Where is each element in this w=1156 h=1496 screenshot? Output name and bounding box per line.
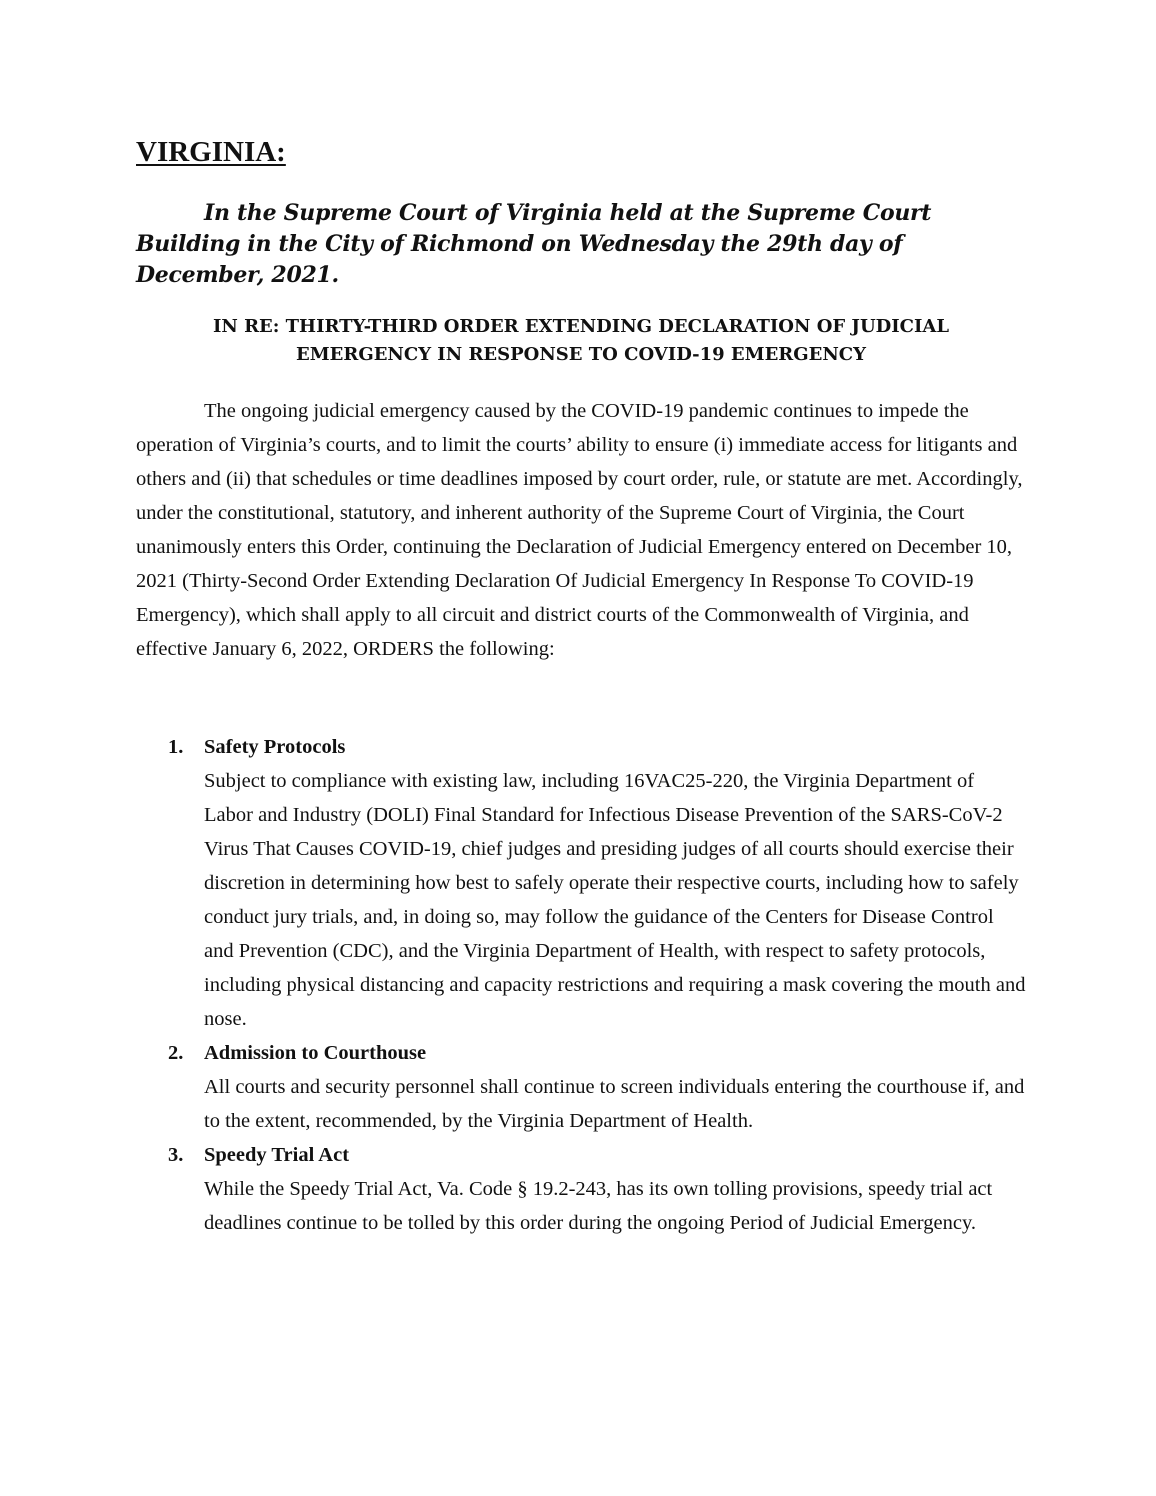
- order-caption: [136, 313, 1026, 369]
- order-body: All courts and security personnel shall continue to screen individuals entering the courthouse if, and to the extent, recommended, by the Virginia Department of Health.: [204, 1076, 1025, 1132]
- caption-line-1: IN RE: THIRTY-THIRD ORDER EXTENDING DECLARATION OF JUDICIAL: [212, 316, 950, 337]
- order-heading: Admission to Courthouse: [204, 1042, 427, 1064]
- order-heading: Safety Protocols: [204, 736, 346, 758]
- order-body: Subject to compliance with existing law, including 16VAC25-220, the Virginia Department of Labor and Industry (DOLI) Final Standard for Infectious Disease Prevention of the SARS-CoV-2 Virus That Causes COVID-19, chief judges and presiding judges of all courts should exercise their discretion in determining how best to safely operate their respective courts, including how to safely conduct jury trials, and, in doing so, may follow the guidance of the Centers for Disease Control and Prevention (CDC), and the Virginia Department of Health, with respect to safety protocols, including physical distancing and capacity restrictions and requiring a mask covering the mouth and nose.: [204, 770, 1026, 1030]
- order-number: 3.: [168, 1144, 184, 1166]
- order-number: 2.: [168, 1042, 184, 1064]
- order-item-speedy-trial-act: [136, 1138, 1026, 1240]
- order-item-admission-to-courthouse: [136, 1036, 1026, 1138]
- order-heading: Speedy Trial Act: [204, 1144, 350, 1166]
- order-body: While the Speedy Trial Act, Va. Code § 19.2-243, has its own tolling provisions, speedy trial act deadlines continue to be tolled by this order during the ongoing Period of Judicial Emergency.: [204, 1178, 993, 1234]
- orders-list: [136, 730, 1026, 1240]
- intro-paragraph: The ongoing judicial emergency caused by the COVID-19 pandemic continues to impede the operation of Virginia’s courts, and to limit the courts’ ability to ensure (i) immediate access for litigants and others and (ii) that schedules or time deadlines imposed by court order, rule, or statute are met. Accordingly, under the constitutional, statutory, and inherent authority of the Supreme Court of Virginia, the Court unanimously enters this Order, continuing the Declaration of Judicial Emergency entered on December 10, 2021 (Thirty-Second Order Extending Declaration Of Judicial Emergency In Response To COVID-19 Emergency), which shall apply to all circuit and district courts of the Commonwealth of Virginia, and effective January 6, 2022, ORDERS the following:: [136, 400, 1023, 660]
- state-heading: VIRGINIA:: [136, 136, 286, 168]
- order-item-safety-protocols: [136, 730, 1026, 1036]
- caption-line-2: EMERGENCY IN RESPONSE TO COVID-19 EMERGENCY: [296, 344, 866, 365]
- order-number: 1.: [168, 736, 184, 758]
- court-session-line: In the Supreme Court of Virginia held at the Supreme Court Building in the City of Richmond on Wednesday the 29th day of December, 2021.: [136, 200, 932, 288]
